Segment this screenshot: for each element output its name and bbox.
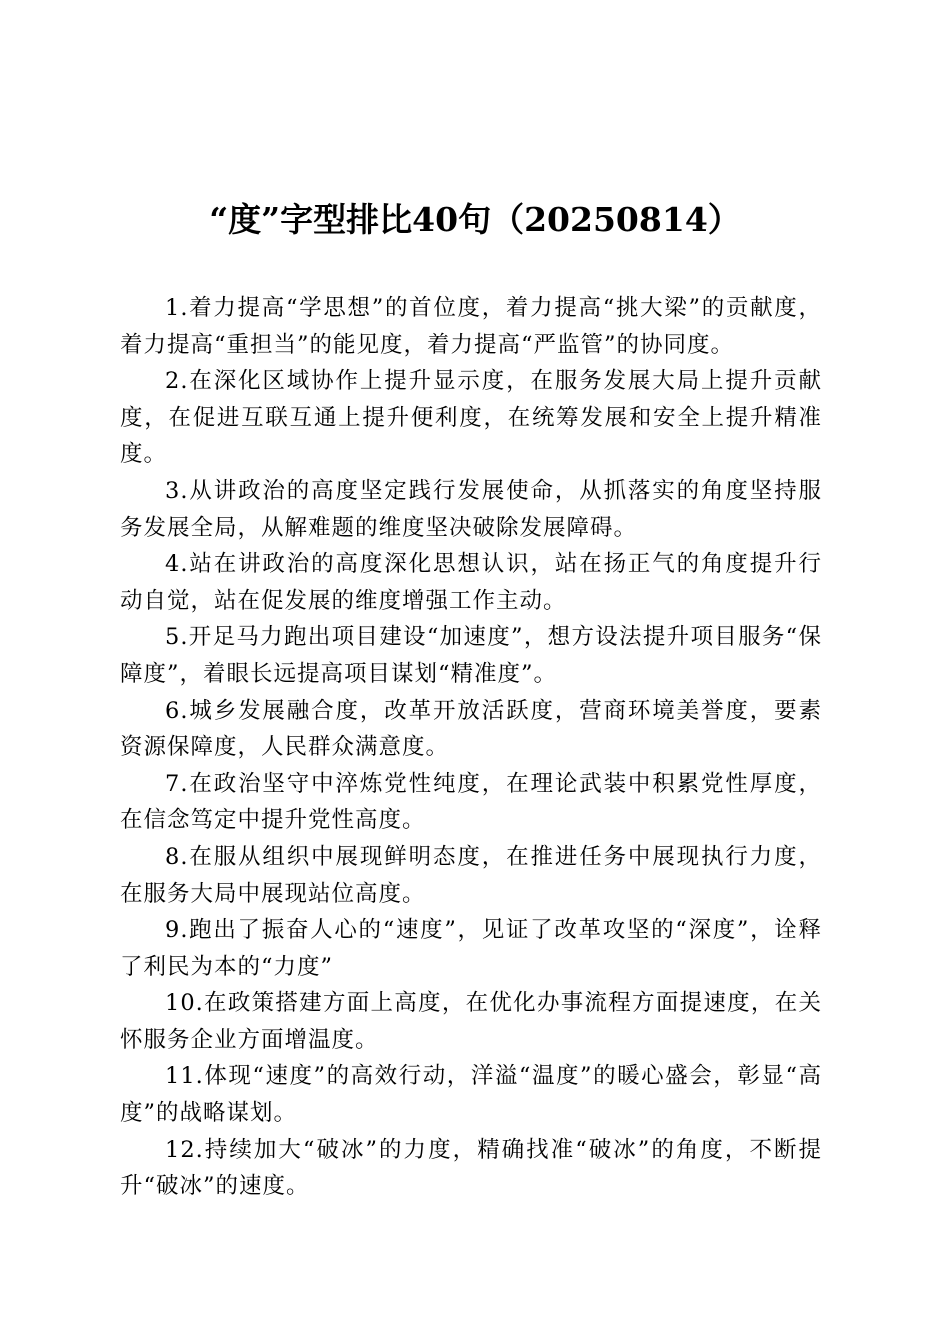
paragraph-6: 6.城乡发展融合度，改革开放活跃度，营商环境美誉度，要素资源保障度，人民群众满意度。 [120, 697, 822, 761]
document-body [120, 290, 822, 1205]
paragraph-4: 4.站在讲政治的高度深化思想认识，站在扬正气的角度提升行动自觉，站在促发展的维度增强工作主动。 [120, 551, 822, 614]
paragraph-1: 1.着力提高“学思想”的首位度，着力提高“挑大梁”的贡献度，着力提高“重担当”的能见度，着力提高“严监管”的协同度。 [120, 295, 822, 358]
paragraph-5: 5.开足马力跑出项目建设“加速度”，想方设法提升项目服务“保障度”，着眼长远提高项目谋划“精准度”。 [120, 624, 822, 687]
paragraph-8: 8.在服从组织中展现鲜明态度，在推进任务中展现执行力度，在服务大局中展现站位高度。 [120, 843, 822, 907]
paragraph-10: 10.在政策搭建方面上高度，在优化办事流程方面提速度，在关怀服务企业方面增温度。 [120, 990, 822, 1053]
paragraph-11: 11.体现“速度”的高效行动，洋溢“温度”的暖心盛会，彰显“高度”的战略谋划。 [120, 1063, 822, 1127]
document-title: “度”字型排比40句（20250814） [209, 200, 741, 239]
paragraph-9: 9.跑出了振奋人心的“速度”，见证了改革攻坚的“深度”，诠释了利民为本的“力度” [120, 917, 822, 980]
paragraph-12: 12.持续加大“破冰”的力度，精确找准“破冰”的角度，不断提升“破冰”的速度。 [120, 1136, 822, 1200]
paragraph-7: 7.在政治坚守中淬炼党性纯度，在理论武装中积累党性厚度，在信念笃定中提升党性高度。 [120, 770, 822, 834]
paragraph-3: 3.从讲政治的高度坚定践行发展使命，从抓落实的角度坚持服务发展全局，从解难题的维度坚决破除发展障碍。 [120, 477, 822, 541]
paragraph-2: 2.在深化区域协作上提升显示度，在服务发展大局上提升贡献度，在促进互联互通上提升便利度，在统筹发展和安全上提升精准度。 [120, 368, 822, 468]
